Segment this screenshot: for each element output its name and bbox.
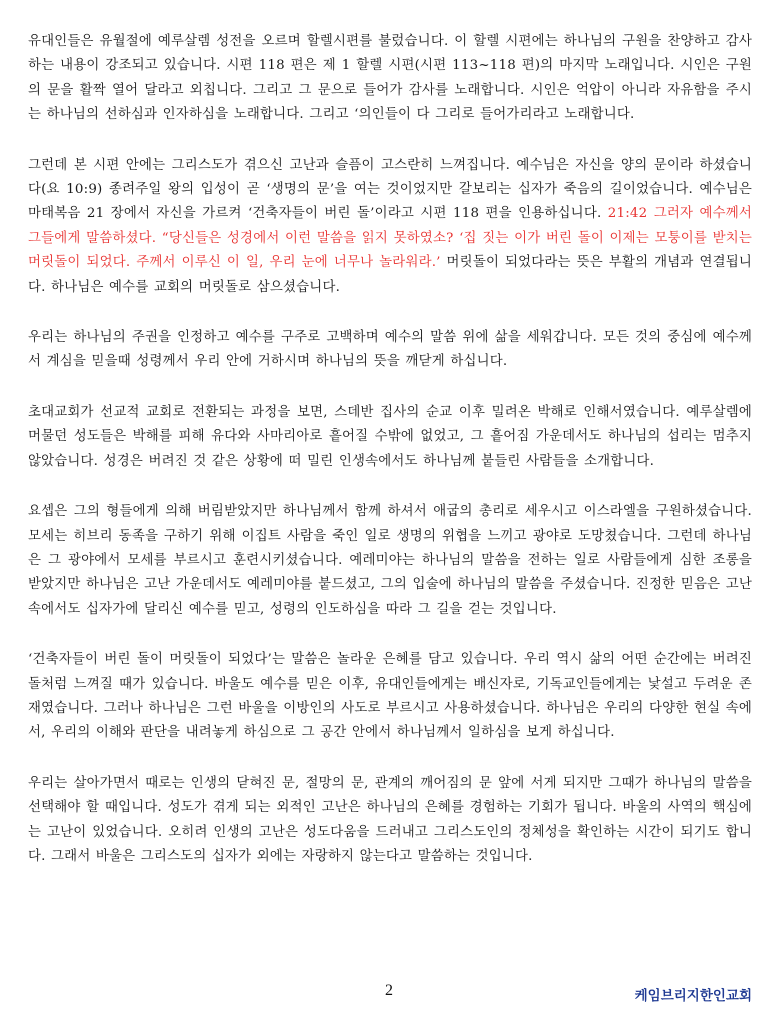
document-page (28, 30, 752, 895)
paragraph-2-intro: 그런데 본 시편 안에는 그리스도가 겪으신 고난과 슬픔이 고스란히 느껴집니다. 예수님은 자신을 양의 문이라 하셨습니다(요 10:9) 종려주일 왕의 입성이 곧 ‘생명의 문’을 여는 것이었지만 갈보리는 십자가 죽음의 길이었습니다. 예수님은 마태복음 21 장에서 자신을 가르켜 ‘건축자들이 버린 돌’이라고 시편 118 편을 인용하십니다. (28, 157, 752, 222)
paragraph-6: ‘건축자들이 버린 돌이 머릿돌이 되었다’는 말씀은 놀라운 은혜를 담고 있습니다. 우리 역시 삶의 어떤 순간에는 버려진 돌처럼 느껴질 때가 있습니다. 바울도 예수를 믿은 이후, 유대인들에게는 배신자로, 기독교인들에게는 낯설고 두려운 존재였습니다. 그러나 하나님은 그런 바울을 이방인의 사도로 부르시고 사용하셨습니다. 하나님은 우리의 다양한 현실 속에서, 우리의 이해와 판단을 내려놓게 하심으로 그 공간 안에서 하나님께서 일하심을 보게 하십니다. (28, 652, 752, 741)
church-name: 케임브리지한인교회 (634, 988, 752, 1004)
paragraph-5: 요셉은 그의 형들에게 의해 버림받았지만 하나님께서 함께 하셔서 애굽의 총리로 세우시고 이스라엘을 구원하셨습니다. 모세는 히브리 동족을 구하기 위해 이집트 사람을 죽인 일로 생명의 위협을 느끼고 광야로 도망쳤습니다. 그런데 하나님은 그 광야에서 모세를 부르시고 훈련시키셨습니다. 예레미야는 하나님의 말씀을 전하는 일로 사람들에게 심한 조롱을 받았지만 하나님은 고난 가운데서도 예레미야를 붙드셨고, 그의 입술에 하나님의 말씀을 주셨습니다. 진정한 믿음은 고난 속에서도 십자가에 달리신 예수를 믿고, 성령의 인도하심을 따라 그 길을 걷는 것입니다. (28, 504, 752, 617)
paragraph-2 (28, 154, 752, 300)
paragraph-1: 유대인들은 유월절에 예루살렘 성전을 오르며 할렐시편를 불렀습니다. 이 할렐 시편에는 하나님의 구원을 찬양하고 감사하는 내용이 강조되고 있습니다. 시편 118 편은 제 1 할렐 시편(시편 113~118 편)의 마지막 노래입니다. 시인은 구원의 문을 활짝 열어 달라고 외칩니다. 그리고 그 문으로 들어가 감사를 노래합니다. 시인은 억압이 아니라 자유함을 주시는 하나님의 선하심과 인자하심을 노래합니다. 그리고 ‘의인들이 다 그리로 들어가리라고 노래합니다. (28, 34, 752, 123)
paragraph-7: 우리는 살아가면서 때로는 인생의 닫혀진 문, 절망의 문, 관계의 깨어짐의 문 앞에 서게 되지만 그때가 하나님의 말씀을 선택해야 할 때입니다. 성도가 겪게 되는 외적인 고난은 하나님의 은혜를 경험하는 기회가 됩니다. 바울의 사역의 핵심에는 고난이 있었습니다. 오히려 인생의 고난은 성도다움을 드러내고 그리스도인의 정체성을 확인하는 시간이 되기도 합니다. 그래서 바울은 그리스도의 십자가 외에는 자랑하지 않는다고 말씀하는 것입니다. (28, 775, 752, 864)
page-number: 2 (385, 982, 393, 999)
paragraph-3: 우리는 하나님의 주권을 인정하고 예수를 구주로 고백하며 예수의 말씀 위에 삶을 세워갑니다. 모든 것의 중심에 예수께서 계심을 믿을때 성령께서 우리 안에 거하시며 하나님의 뜻을 깨닫게 하십니다. (28, 330, 752, 370)
scripture-quote-highlight: 21:42 그러자 예수께서 그들에게 말씀하셨다. “당신들은 성경에서 이런 말씀을 읽지 못하였소? ‘집 짓는 이가 버린 돌이 이제는 모퉁이를 받치는 머릿돌이 되었다. 주께서 이루신 이 일, 우리 눈에 너무나 놀라워라.’ (28, 206, 753, 271)
paragraph-4: 초대교회가 선교적 교회로 전환되는 과정을 보면, 스데반 집사의 순교 이후 밀려온 박해로 인해서였습니다. 예루살렘에 머물던 성도들은 박해를 피해 유다와 사마리아로 흩어질 수밖에 없었고, 그 흩어짐 가운데서도 하나님의 섭리는 멈추지 않았습니다. 성경은 버려진 것 같은 상황에 떠 밀린 인생속에서도 하나님께 붙들린 사람들을 소개합니다. (28, 404, 752, 469)
paragraph-2-conclusion: 머릿돌이 되었다라는 뜻은 부활의 개념과 연결됩니다. 하나님은 예수를 교회의 머릿돌로 삼으셨습니다. (28, 255, 752, 295)
